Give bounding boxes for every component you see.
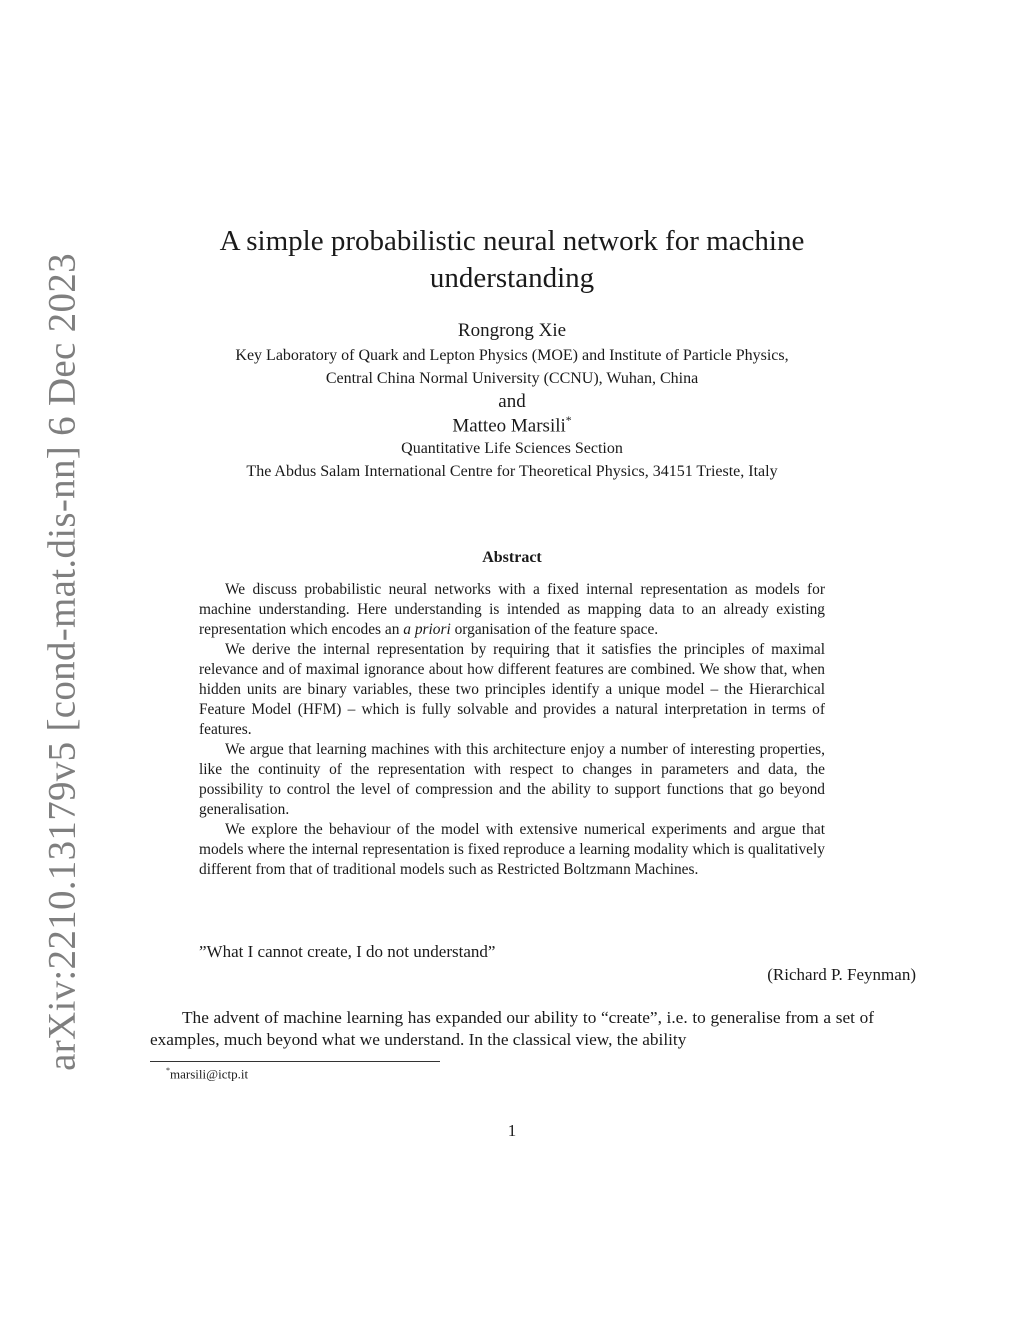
author-name-text: Rongrong Xie: [457, 320, 567, 341]
author-affiliation-2a: Quantitative Life Sciences Section: [401, 440, 623, 457]
abstract-paragraph-1: [199, 580, 825, 640]
abstract-text: organisation of the feature space.: [450, 621, 659, 638]
abstract-body: [199, 580, 825, 880]
author-name-1: [150, 320, 874, 342]
intro-paragraph: The advent of machine learning has expanded our ability to “create”, i.e. to generalise from a set of examples, much beyond what we understand. In the classical view, the ability: [150, 1008, 874, 1049]
abstract-heading: Abstract: [482, 549, 542, 566]
paper-title: A simple probabilistic neural network for machine understanding: [219, 225, 805, 294]
author-name-text: Matteo Marsili: [452, 415, 566, 437]
footnote-email: marsili@ictp.it: [170, 1066, 249, 1082]
author-affiliation-1b: Central China Normal University (CCNU), Wuhan, China: [325, 370, 699, 387]
epigraph-quote: ”What I cannot create, I do not understand”: [199, 942, 496, 961]
abstract-paragraph-4: We explore the behaviour of the model with extensive numerical experiments and argue that models where the internal representation is fixed reproduce a learning modality which is qualitatively different from that of traditional models such as Restricted Boltzmann Machines.: [199, 821, 825, 878]
author-affiliation-1a: Key Laboratory of Quark and Lepton Physics (MOE) and Institute of Particle Physics,: [235, 347, 789, 364]
arxiv-identifier-stamp: arXiv:2210.13179v5 [cond-mat.dis-nn] 6 Dec 2023: [40, 253, 84, 1071]
abstract-paragraph-3: We argue that learning machines with this architecture enjoy a number of interesting properties, like the continuity of the representation with respect to changes in parameters and data, the possibility to control the level of compression and the ability to support functions that go beyond generalisation.: [199, 741, 825, 818]
footnote-rule: [150, 1061, 440, 1062]
author-name-2: [150, 414, 874, 437]
footnote-marker: *: [565, 414, 572, 427]
author-affiliation-2b: The Abdus Salam International Centre for Theoretical Physics, 34151 Trieste, Italy: [246, 463, 778, 480]
abstract-italic-term: a priori: [403, 621, 451, 638]
author-conjunction: and: [498, 391, 526, 412]
page-number: 1: [507, 1121, 517, 1140]
abstract-paragraph-2: We derive the internal representation by requiring that it satisfies the principles of maximal relevance and of maximal ignorance about how different features are combined. We show that, when hidden units are binary variables, these two principles identify a unique model – the Hierarchical Feature Model (HFM) – which is fully solvable and provides a natural interpretation in terms of features.: [199, 641, 825, 738]
footnote: [166, 1066, 248, 1082]
epigraph-attribution: (Richard P. Feynman): [767, 965, 916, 984]
footnote-marker: *: [166, 1066, 171, 1075]
abstract-text: We discuss probabilistic neural networks with a fixed internal representation as models for machine understanding. Here understanding is intended as mapping data to an already existing representation which encodes an: [199, 581, 825, 638]
